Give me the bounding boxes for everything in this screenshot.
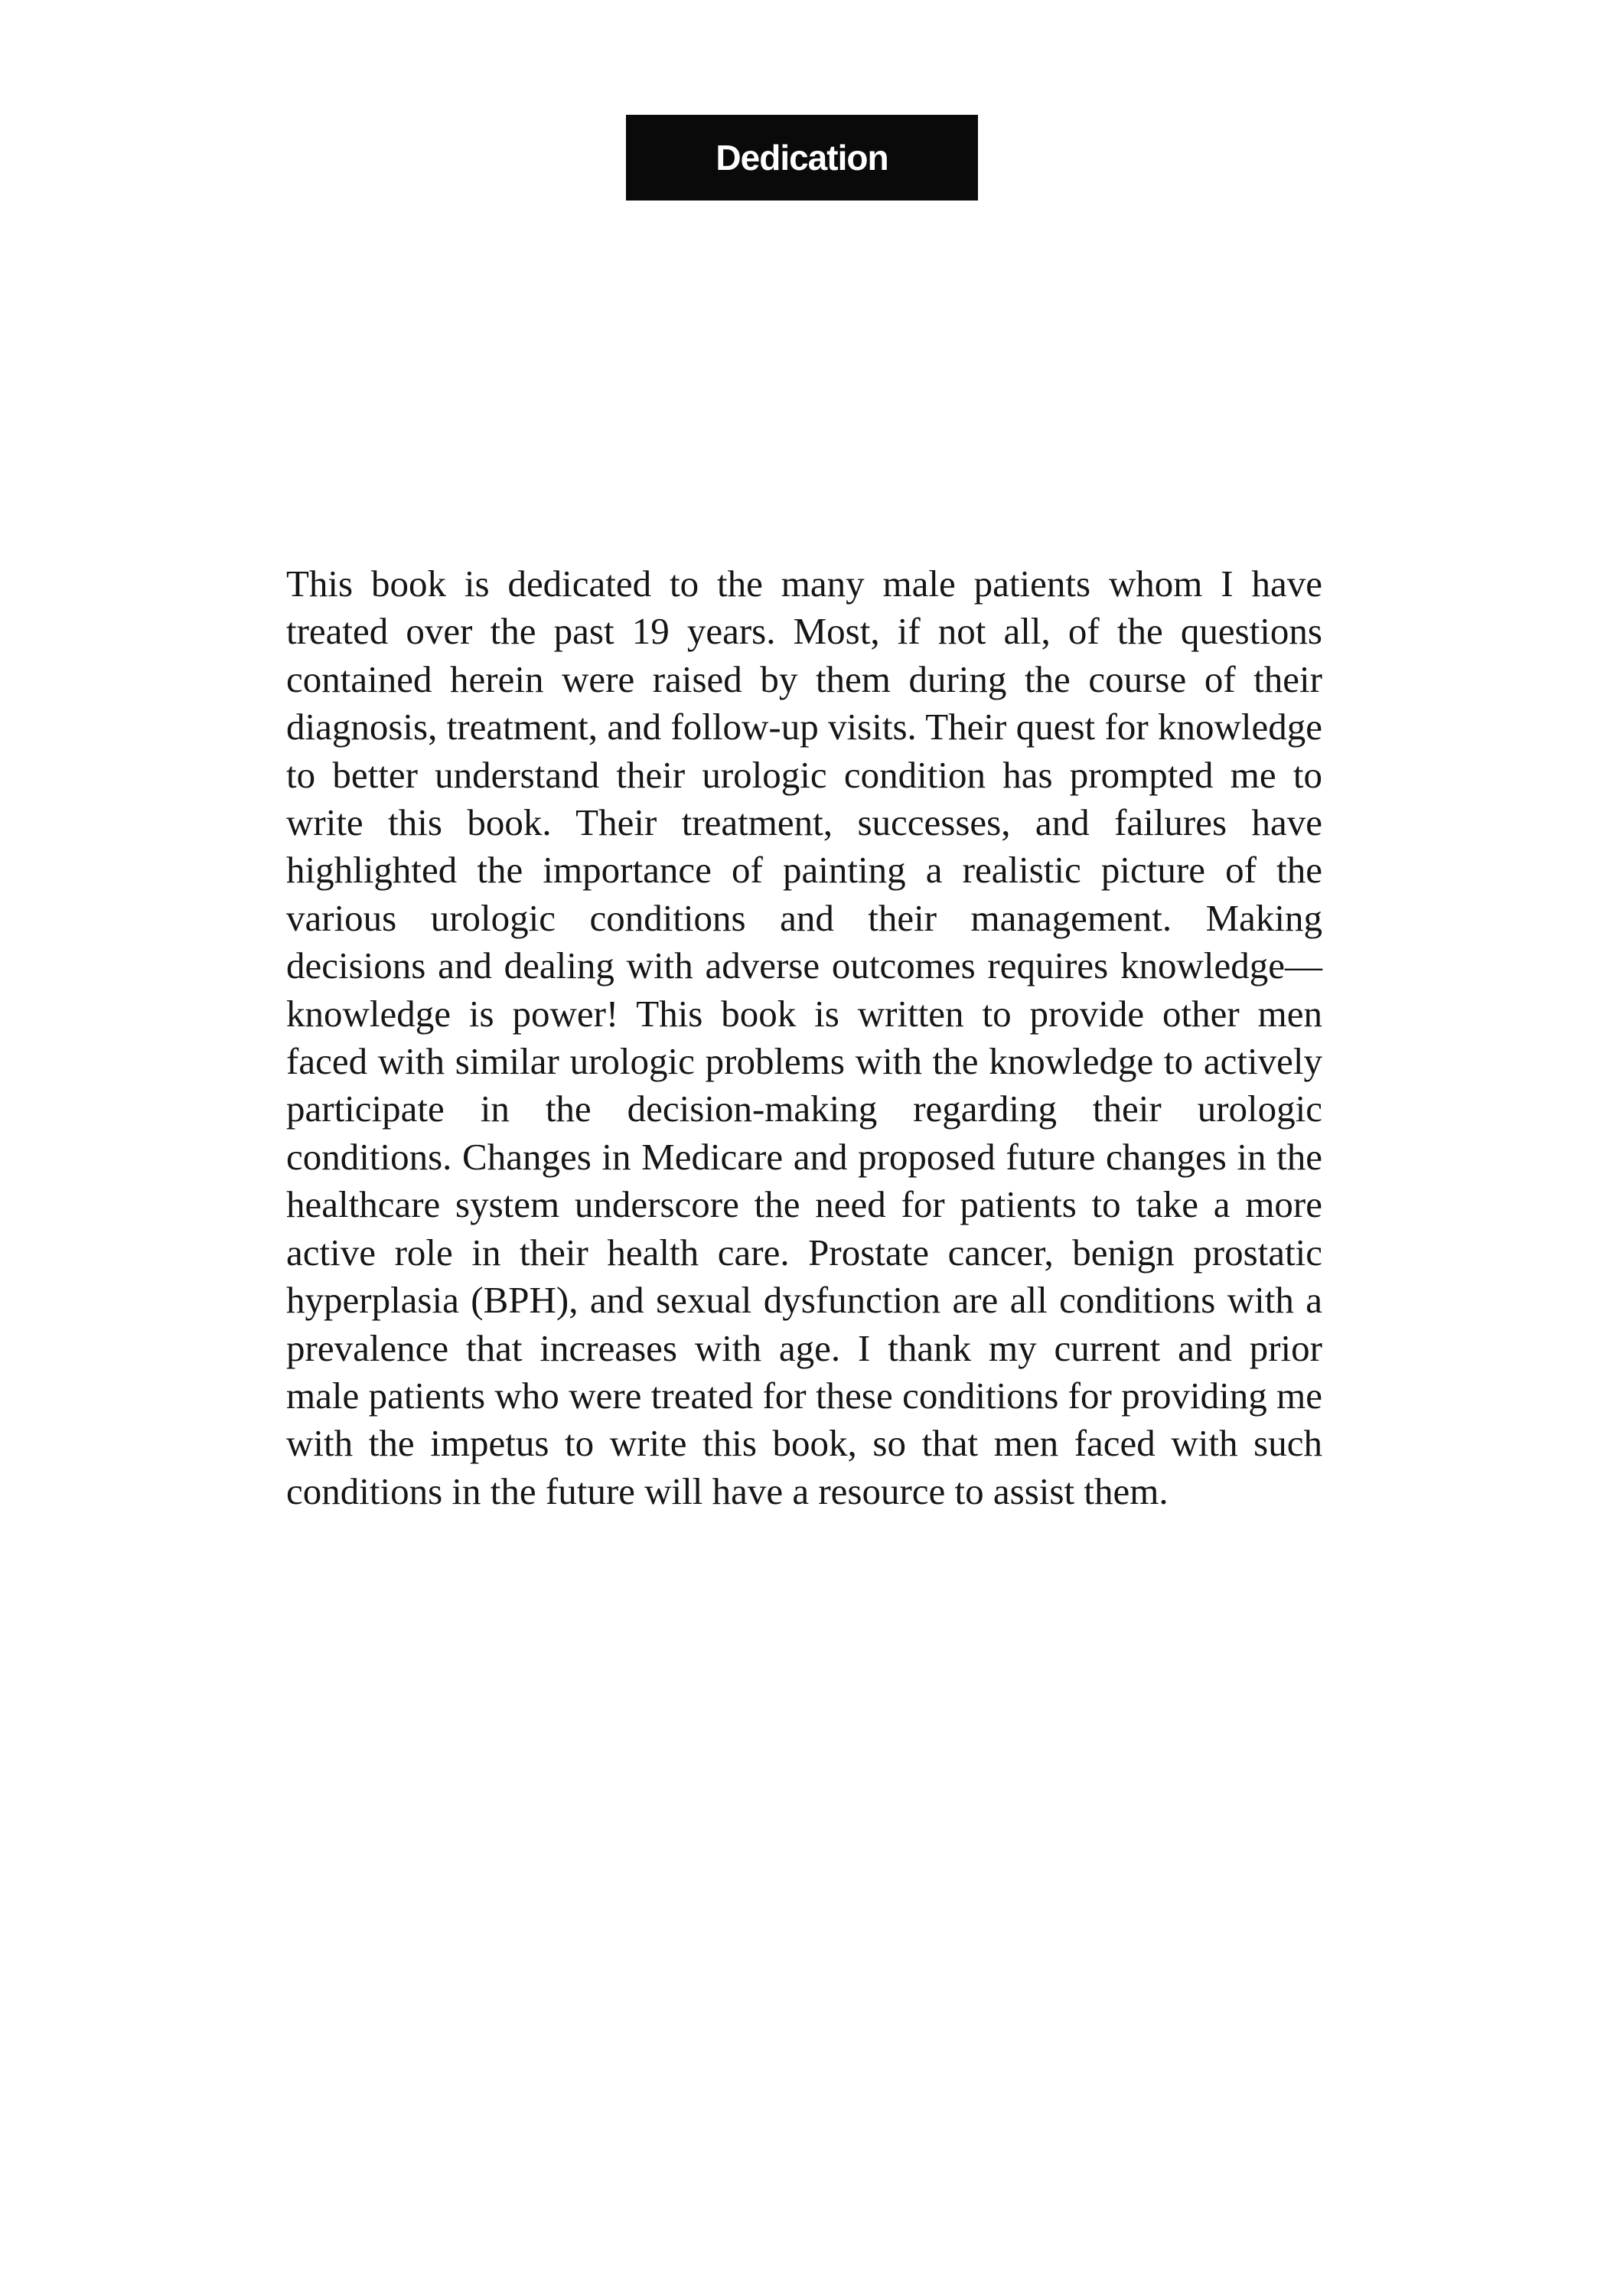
dedication-paragraph: This book is dedicated to the many male patients whom I have treated over the past 19 years. Most, if not all, of the questions contained herein were raised by them during the course of their diagnosis, treatment, and follow-up visits. Their quest for knowledge to better understand their urologic condition has prompted me to write this book. Their treatment, successes, and failures have highlighted the importance of painting a realistic picture of the various urologic conditions and their management. Making decisions and dealing with adverse outcomes requires knowledge—knowledge is power! This book is written to provide other men faced with similar urologic problems with the knowledge to actively participate in the decision-making regarding their urologic conditions. Changes in Medicare and proposed future changes in the healthcare system underscore the need for patients to take a more active role in their health care. Prostate cancer, benign prostatic hyperplasia (BPH), and sexual dysfunction are all conditions with a prevalence that increases with age. I thank my current and prior male patients who were treated for these conditions for providing me with the impetus to write this book, so that men faced with such conditions in the future will have a resource to assist them. <box>286 563 1322 1512</box>
section-heading-box <box>626 115 978 201</box>
section-title: Dedication <box>715 138 888 178</box>
